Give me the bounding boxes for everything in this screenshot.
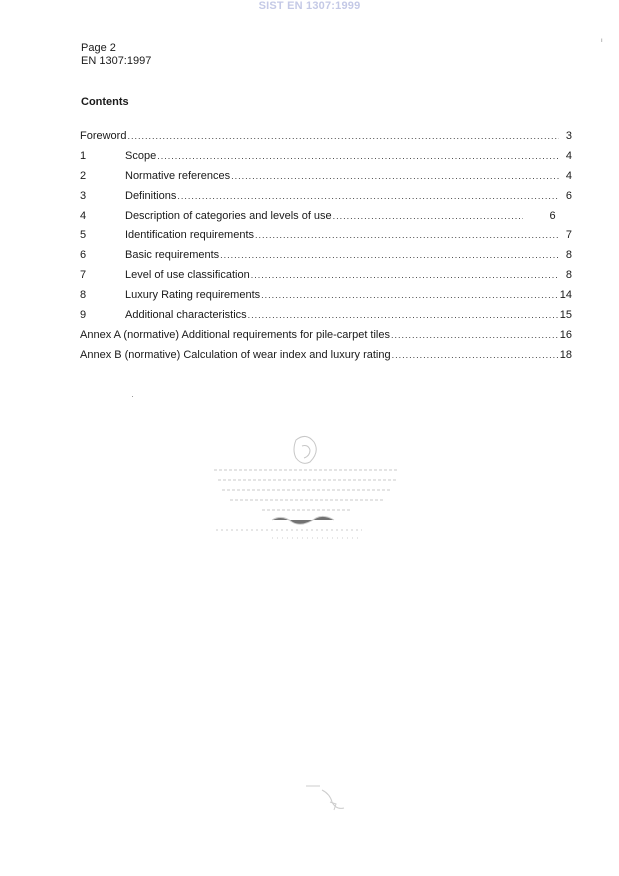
toc-entry-annex-a[interactable]	[80, 329, 572, 349]
toc-dot-leader	[127, 131, 559, 141]
toc-entry-title: Basic requirements	[125, 249, 220, 262]
toc-entry-title: Foreword	[80, 130, 127, 142]
toc-dot-leader	[392, 350, 559, 360]
toc-entry-number: 6	[80, 249, 87, 262]
toc-dot-leader	[261, 290, 559, 300]
toc-entry-basic-requirements[interactable]	[80, 249, 572, 269]
toc-entry-number: 4	[80, 209, 87, 222]
toc-entry-page: 15	[559, 309, 572, 322]
toc-entry-title: Normative references	[125, 169, 231, 182]
toc-entry-page: 3	[565, 130, 572, 142]
document-watermark: SIST EN 1307:1999	[258, 0, 361, 12]
page-header	[81, 42, 151, 68]
toc-entry-title: Luxury Rating requirements	[125, 289, 261, 302]
toc-entry-number: 9	[80, 309, 87, 322]
toc-entry-number: 8	[80, 289, 87, 302]
toc-entry-scope[interactable]	[80, 150, 572, 170]
toc-entry-title: Annex B (normative) Calculation of wear index and luxury rating	[80, 348, 391, 361]
toc-entry-title: Description of categories and levels of use	[125, 209, 332, 222]
toc-entry-page: 6	[565, 189, 572, 202]
toc-entry-definitions[interactable]	[80, 190, 572, 210]
scan-speck	[132, 396, 133, 397]
toc-entry-title: Additional characteristics	[125, 309, 247, 322]
toc-entry-level-of-use[interactable]	[80, 269, 572, 289]
toc-dot-leader	[251, 270, 559, 280]
toc-entry-page: 18	[559, 348, 572, 361]
contents-heading: Contents	[81, 96, 129, 108]
toc-entry-number: 3	[80, 189, 87, 202]
toc-entry-page: 7	[565, 229, 572, 242]
toc-entry-page: 16	[559, 328, 572, 341]
toc-dot-leader	[391, 330, 559, 340]
toc-entry-number: 2	[80, 169, 87, 182]
toc-entry-foreword[interactable]	[80, 130, 572, 150]
toc-entry-categories-levels[interactable]	[80, 210, 572, 230]
toc-entry-page: 8	[565, 249, 572, 262]
toc-entry-title: Identification requirements	[125, 229, 255, 242]
toc-entry-number: 1	[80, 149, 87, 162]
toc-dot-leader	[255, 230, 559, 240]
toc-entry-page: 8	[565, 269, 572, 282]
toc-dot-leader	[248, 310, 559, 320]
toc-entry-identification[interactable]	[80, 229, 572, 249]
toc-entry-normative-references[interactable]	[80, 170, 572, 190]
toc-dot-leader	[177, 191, 559, 201]
toc-entry-additional-characteristics[interactable]	[80, 309, 572, 329]
toc-entry-number: 7	[80, 269, 87, 282]
toc-entry-number: 5	[80, 229, 87, 242]
toc-entry-title: Scope	[125, 149, 157, 162]
toc-dot-leader	[231, 171, 559, 181]
toc-dot-leader	[157, 151, 559, 161]
page-number-label: Page 2	[81, 42, 116, 54]
table-of-contents	[80, 130, 572, 369]
toc-entry-title: Annex A (normative) Additional requirements for pile-carpet tiles	[80, 328, 390, 341]
toc-entry-page: 6	[549, 209, 556, 222]
faded-stamp-seal	[212, 432, 402, 544]
toc-entry-annex-b[interactable]	[80, 349, 572, 369]
toc-entry-page: 4	[565, 169, 572, 182]
toc-entry-page: 14	[559, 289, 572, 302]
toc-entry-title: Definitions	[125, 189, 177, 202]
standard-reference: EN 1307:1997	[81, 55, 152, 67]
toc-dot-leader	[333, 211, 523, 221]
corner-mark: ı	[601, 38, 603, 44]
scan-smudge	[300, 780, 360, 820]
toc-entry-luxury-rating[interactable]	[80, 289, 572, 309]
toc-entry-page: 4	[565, 149, 572, 162]
toc-dot-leader	[220, 250, 559, 260]
toc-entry-title: Level of use classification	[125, 269, 250, 282]
